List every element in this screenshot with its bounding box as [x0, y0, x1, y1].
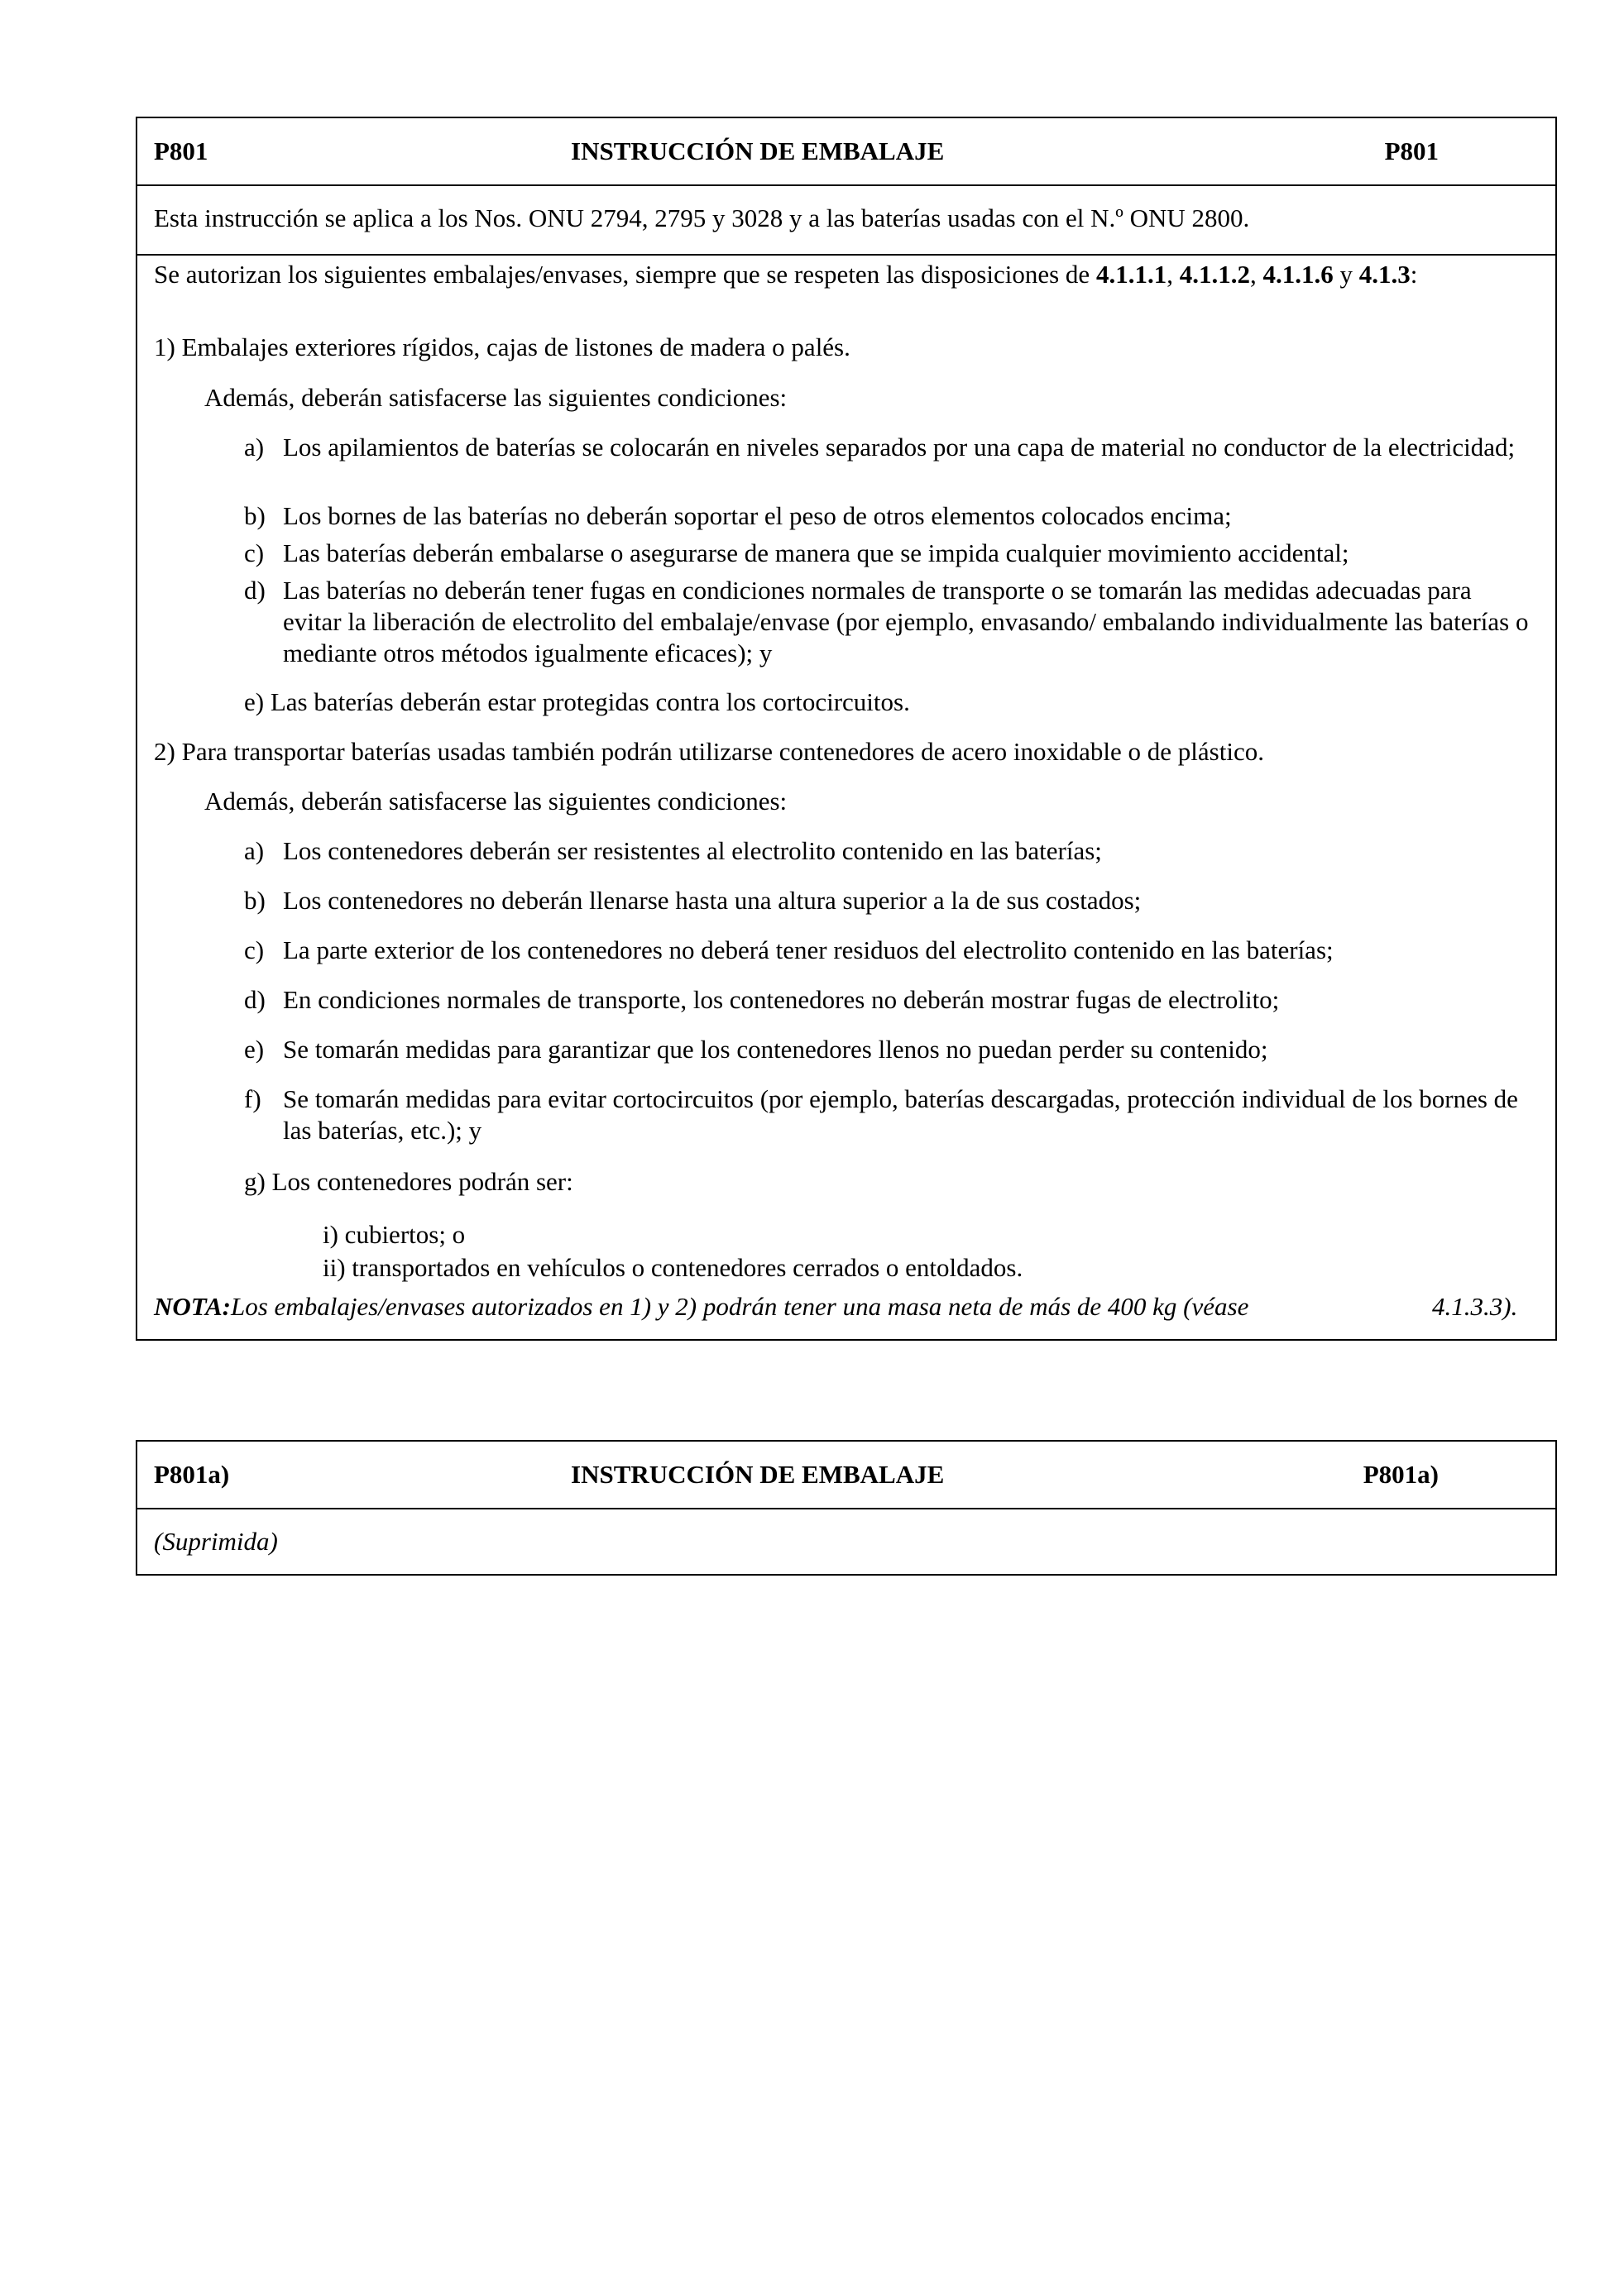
list-item: a) Los apilamientos de baterías se colocarán en niveles separados por una capa de material no conductor de la electricidad;	[244, 433, 1516, 462]
authorization-intro: Se autorizan los siguientes embalajes/envases, siempre que se respeten las disposiciones de 4.1.1.1, 4.1.1.2, 4.1.1.6 y 4.1.3:	[154, 260, 1418, 289]
instruction-code-left: P801	[154, 136, 208, 165]
list-item: b) Los bornes de las baterías no deberán soportar el peso de otros elementos colocados encima;	[244, 501, 1232, 530]
note-text: Los embalajes/envases autorizados en 1) y 2) podrán tener una masa neta de más de 400 kg (véase	[231, 1292, 1249, 1321]
note-label: NOTA:	[154, 1292, 231, 1321]
list-item: e) Se tomarán medidas para garantizar que los contenedores llenos no puedan perder su contenido;	[244, 1035, 1268, 1064]
note	[154, 1291, 1552, 1323]
list-item: b) Los contenedores no deberán llenarse hasta una altura superior a la de sus costados;	[244, 886, 1142, 915]
list-item: d) En condiciones normales de transporte, los contenedores no deberán mostrar fugas de electrolito;	[244, 985, 1280, 1014]
section-2-conditions-intro: Además, deberán satisfacerse las siguientes condiciones:	[204, 787, 788, 816]
list-item: a) Los contenedores deberán ser resistentes al electrolito contenido en las baterías;	[244, 836, 1102, 865]
section-1-heading: 1) Embalajes exteriores rígidos, cajas de listones de madera o palés.	[154, 332, 850, 361]
packing-instruction-p801a	[136, 1440, 1557, 1576]
list-item: c) Las baterías deberán embalarse o asegurarse de manera que se impida cualquier movimiento accidental;	[244, 538, 1349, 567]
instruction-title: INSTRUCCIÓN DE EMBALAJE	[571, 136, 945, 165]
section-2-heading: 2) Para transportar baterías usadas también podrán utilizarse contenedores de acero inoxidable o de plástico.	[154, 737, 1264, 766]
list-item: d) Las baterías no deberán tener fugas en condiciones normales de transporte o se tomarán las medidas adecuadas para evitar la liberación de electrolito del embalaje/envase (por ejemplo, envasando/ embalando individualmente las baterías o mediante otros métodos igualmente eficaces); y	[244, 576, 1529, 667]
instruction-code-right: P801	[1384, 136, 1439, 165]
scope-row	[137, 186, 1555, 256]
section-1-conditions-intro: Además, deberán satisfacerse las siguientes condiciones:	[204, 383, 788, 412]
instruction-header	[137, 1442, 1555, 1509]
note-reference: 4.1.3.3).	[1432, 1292, 1518, 1321]
list-item: c) La parte exterior de los contenedores no deberá tener residuos del electrolito contenido en las baterías;	[244, 935, 1334, 964]
sub-item: ii) transportados en vehículos o contenedores cerrados o entoldados.	[323, 1253, 1023, 1282]
deleted-notice: (Suprimida)	[154, 1527, 278, 1556]
list-item: f) Se tomarán medidas para evitar cortocircuitos (por ejemplo, baterías descargadas, protección individual de los bornes de las baterías, etc.); y	[244, 1084, 1518, 1145]
instruction-code-left: P801a)	[154, 1460, 230, 1489]
instruction-code-right: P801a)	[1363, 1460, 1439, 1489]
sub-item: i) cubiertos; o	[323, 1220, 466, 1249]
list-item: g) Los contenedores podrán ser:	[244, 1167, 573, 1196]
scope-text: Esta instrucción se aplica a los Nos. ONU 2794, 2795 y 3028 y a las baterías usadas con el N.º ONU 2800.	[154, 203, 1250, 232]
instruction-header	[137, 118, 1555, 186]
instruction-title: INSTRUCCIÓN DE EMBALAJE	[571, 1460, 945, 1489]
list-item: e) Las baterías deberán estar protegidas contra los cortocircuitos.	[244, 687, 910, 716]
packing-instruction-p801	[136, 117, 1557, 1341]
